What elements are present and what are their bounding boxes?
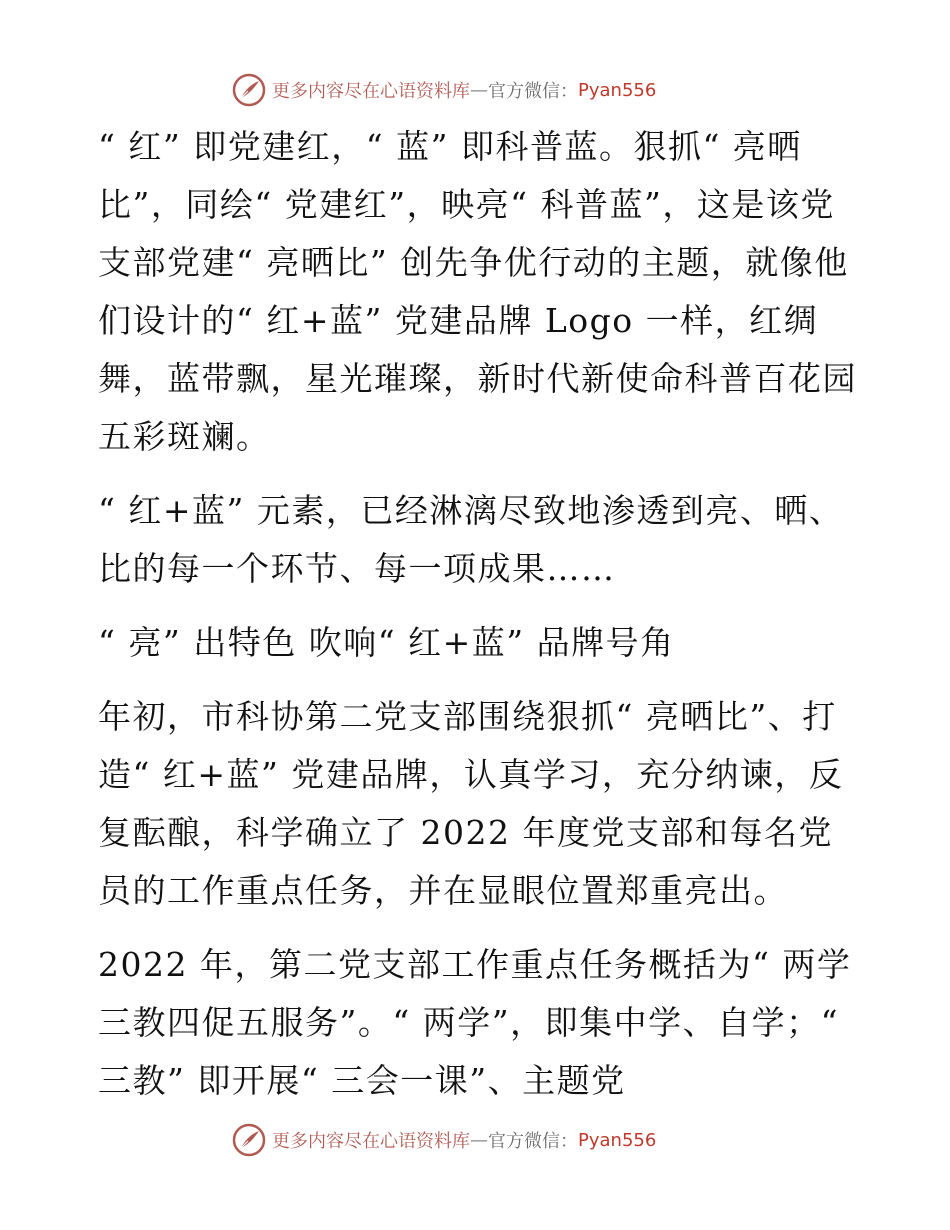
- feather-pen-logo-icon: [232, 73, 266, 107]
- watermark-dash: —: [470, 1129, 488, 1151]
- watermark-text: 更多内容尽在心语资料库: [272, 1131, 470, 1152]
- document-body: [98, 118, 858, 1126]
- watermark-wechat-id: Pyan556: [578, 79, 657, 101]
- paragraph-3: 年初，市科协第二党支部围绕狠抓“ 亮晒比”、打造“ 红+蓝” 党建品牌，认真学习，充分纳谏，反复酝酿，科学确立了 2022 年度党支部和每名党员的工作重点任务，并在显眼位置郑重亮出。: [98, 697, 844, 910]
- footer-watermark: [232, 1122, 656, 1158]
- watermark-label: 官方微信：: [488, 81, 578, 102]
- section-heading: “ 亮” 出特色 吹响“ 红+蓝” 品牌号角: [98, 623, 675, 662]
- paragraph-2: “ 红+蓝” 元素，已经淋漓尽致地渗透到亮、晒、比的每一个环节、每一项成果……: [98, 491, 844, 588]
- header-watermark: [232, 72, 656, 108]
- watermark-wechat-id: Pyan556: [578, 1129, 657, 1151]
- paragraph-4: 2022 年，第二党支部工作重点任务概括为“ 两学三教四促五服务”。“ 两学”，即集中学、自学；“ 三教” 即开展“ 三会一课”、主题党: [98, 945, 852, 1100]
- watermark-text: 更多内容尽在心语资料库: [272, 81, 470, 102]
- watermark-dash: —: [470, 79, 488, 101]
- paragraph-1: “ 红” 即党建红，“ 蓝” 即科普蓝。狠抓“ 亮晒比”，同绘“ 党建红”，映亮“ 科普蓝”，这是该党支部党建“ 亮晒比” 创先争优行动的主题，就像他们设计的“ 红+蓝” 党建品牌 Logo 一样，红绸舞，蓝带飘，星光璀璨，新时代新使命科普百花园五彩斑斓。: [98, 127, 857, 456]
- feather-pen-logo-icon: [232, 1123, 266, 1157]
- watermark-label: 官方微信：: [488, 1131, 578, 1152]
